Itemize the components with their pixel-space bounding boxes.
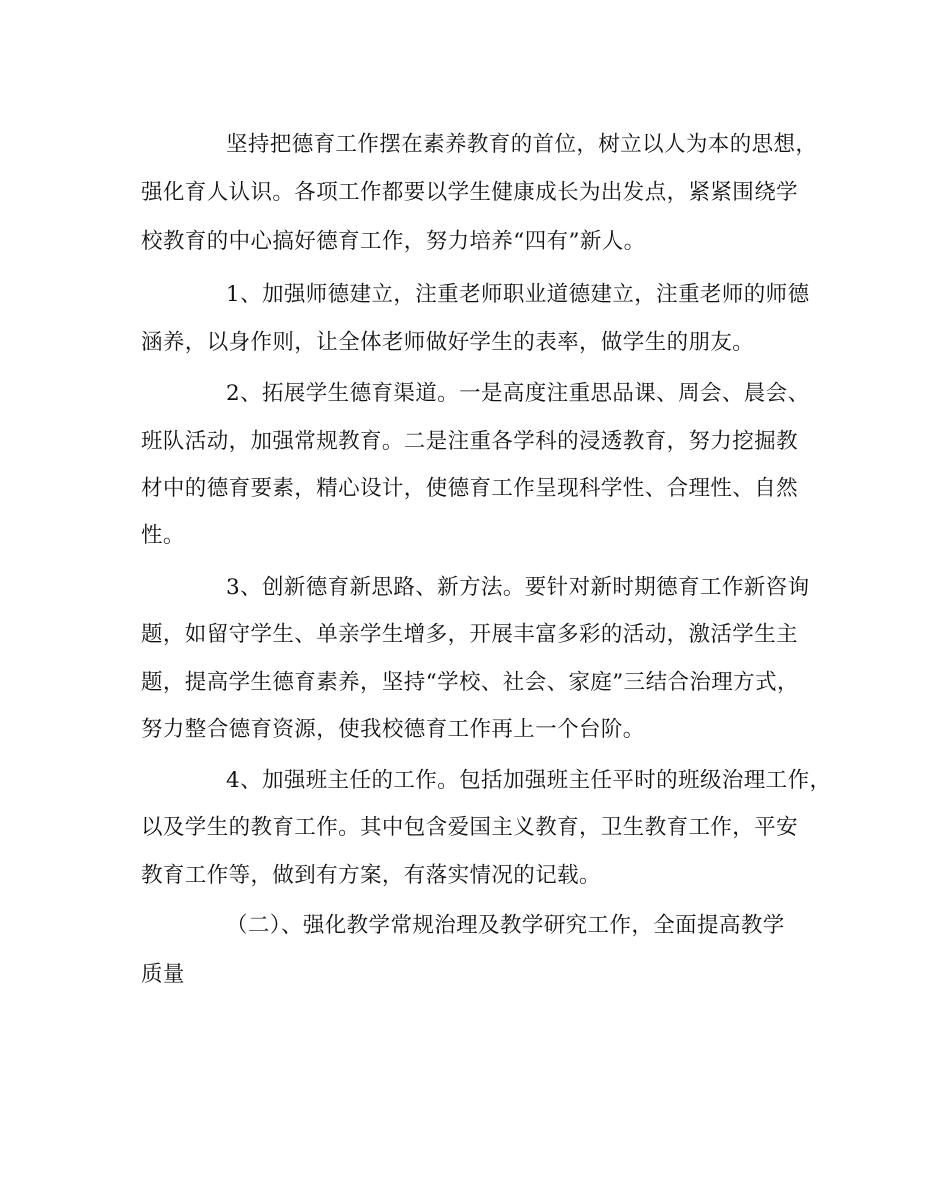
paragraph-1-line-2: 强化育人认识。各项工作都要以学生健康成长为出发点，紧紧围绕学 (141, 180, 799, 205)
paragraph-4-line-1: 3、创新德育新思路、新方法。要针对新时期德育工作新咨询 (226, 575, 810, 600)
paragraph-2-line-2: 涵养，以身作则，让全体老师做好学生的表率，做学生的朋友。 (141, 330, 755, 355)
paragraph-5-line-3: 教育工作等，做到有方案，有落实情况的记载。 (141, 863, 601, 888)
paragraph-1-line-3: 校教育的中心搞好德育工作，努力培养“四有”新人。 (141, 229, 646, 254)
paragraph-3-line-2: 班队活动，加强常规教育。二是注重各学科的浸透教育，努力挖掘教 (141, 429, 799, 454)
paragraph-5-line-2: 以及学生的教育工作。其中包含爱国主义教育，卫生教育工作，平安 (141, 815, 799, 840)
paragraph-1-line-1: 坚持把德育工作摆在素养教育的首位，树立以人为本的思想， (226, 132, 818, 157)
section-heading-line-1: （二）、强化教学常规治理及教学研究工作，全面提高教学 (226, 913, 785, 938)
paragraph-5-line-1: 4、加强班主任的工作。包括加强班主任平时的班级治理工作， (226, 768, 832, 793)
paragraph-3-line-4: 性。 (141, 523, 185, 548)
paragraph-4-line-4: 努力整合德育资源，使我校德育工作再上一个台阶。 (141, 717, 645, 742)
paragraph-3-line-1: 2、拓展学生德育渠道。一是高度注重思品课、周会、晨会、 (226, 381, 810, 406)
paragraph-4-line-2: 题，如留守学生、单亲学生增多，开展丰富多彩的活动，激活学生主 (141, 622, 799, 647)
paragraph-4-line-3: 题，提高学生德育素养，坚持“学校、社会、家庭”三结合治理方式， (141, 670, 799, 695)
section-heading-line-2: 质量 (141, 962, 185, 987)
paragraph-3-line-3: 材中的德育要素，精心设计，使德育工作呈现科学性、合理性、自然 (141, 476, 799, 501)
paragraph-2-line-1: 1、加强师德建立，注重老师职业道德建立，注重老师的师德 (226, 282, 810, 307)
